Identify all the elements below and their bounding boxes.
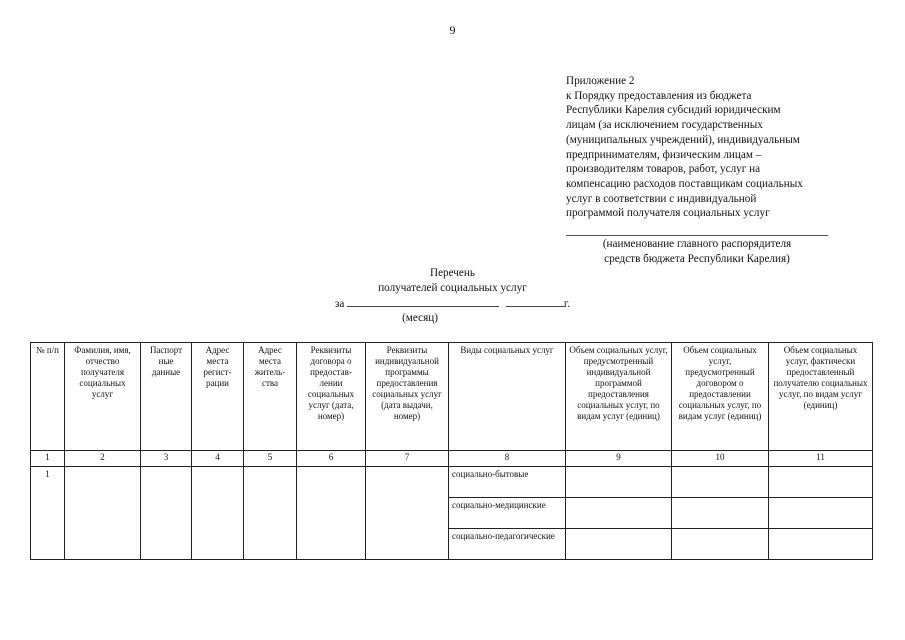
table-header-row	[31, 343, 873, 451]
contract-volume-cell	[672, 529, 769, 560]
column-header: Паспорт ные данные	[141, 343, 192, 451]
appendix-line: лицам (за исключением государственных	[566, 119, 763, 132]
month-blank	[347, 296, 499, 307]
column-header: Фамилия, имя, отчество получателя социальных услуг	[65, 343, 141, 451]
period-suffix: г.	[563, 298, 571, 310]
recipient-name-cell	[65, 467, 141, 560]
actual-volume-cell	[769, 529, 873, 560]
period-line	[0, 296, 905, 312]
column-number: 2	[65, 451, 141, 467]
period-prefix: за	[334, 298, 345, 310]
appendix-line: производителям товаров, работ, услуг на	[566, 163, 761, 176]
column-number: 1	[31, 451, 65, 467]
column-number: 9	[566, 451, 672, 467]
signature-underline	[566, 235, 828, 236]
column-number: 10	[672, 451, 769, 467]
column-number: 11	[769, 451, 873, 467]
column-header: Объем социальных услуг, предусмотренный индивидуальной программой предоставления социальных услуг, по видам услуг (единиц)	[566, 343, 672, 451]
appendix-heading	[566, 74, 866, 221]
table-row	[31, 467, 873, 498]
column-header: Адрес места регист-рации	[192, 343, 244, 451]
recipients-table	[30, 342, 873, 560]
column-header: № п/п	[31, 343, 65, 451]
column-header: Адрес места житель-ства	[244, 343, 297, 451]
contract-volume-cell	[672, 467, 769, 498]
service-type-cell: социально-педагогические	[449, 529, 566, 560]
actual-volume-cell	[769, 467, 873, 498]
column-number: 5	[244, 451, 297, 467]
service-type-cell: социально-медицинские	[449, 498, 566, 529]
appendix-line: услуг в соответствии с индивидуальной	[566, 192, 757, 205]
column-number: 6	[297, 451, 366, 467]
actual-volume-cell	[769, 498, 873, 529]
registration-address-cell	[192, 467, 244, 560]
contract-volume-cell	[672, 498, 769, 529]
month-caption: (месяц)	[402, 312, 438, 324]
column-header: Виды социальных услуг	[449, 343, 566, 451]
appendix-line: предпринимателям, физическим лицам –	[566, 148, 762, 161]
signature-caption-line: (наименование главного распорядителя	[602, 238, 792, 250]
column-header: Реквизиты индивидуальной программы предоставления социальных услуг (дата выдачи, номер)	[366, 343, 449, 451]
signature-caption	[566, 237, 828, 266]
service-type-cell: социально-бытовые	[449, 467, 566, 498]
program-volume-cell	[566, 529, 672, 560]
column-number: 4	[192, 451, 244, 467]
appendix-line: программой получателя социальных услуг	[566, 207, 770, 220]
contract-details-cell	[297, 467, 366, 560]
appendix-line: компенсацию расходов поставщикам социальных	[566, 177, 803, 190]
program-volume-cell	[566, 467, 672, 498]
passport-cell	[141, 467, 192, 560]
column-header: Реквизиты договора о предостав-лении социальных услуг (дата, номер)	[297, 343, 366, 451]
appendix-line: Приложение 2	[566, 75, 635, 87]
document-title	[0, 266, 905, 296]
row-number-cell: 1	[31, 467, 65, 560]
residence-address-cell	[244, 467, 297, 560]
program-details-cell	[366, 467, 449, 560]
appendix-line: Республики Карелия субсидий юридическим	[566, 104, 781, 117]
year-blank	[506, 296, 564, 307]
column-number: 7	[366, 451, 449, 467]
page-number: 9	[449, 23, 456, 37]
column-number: 8	[449, 451, 566, 467]
column-header: Объем социальных услуг, фактически предоставленный получателю социальных услуг, по видам услуг (единиц)	[769, 343, 873, 451]
column-number: 3	[141, 451, 192, 467]
program-volume-cell	[566, 498, 672, 529]
appendix-line: к Порядку предоставления из бюджета	[566, 89, 752, 102]
signature-caption-line: средств бюджета Республики Карелия)	[604, 252, 790, 265]
appendix-line: (муниципальных учреждений), индивидуальным	[566, 133, 800, 146]
column-number-row	[31, 451, 873, 467]
column-header: Объем социальных услуг, предусмотренный договором о предоставлении социальных услуг, по видам услуг (единиц)	[672, 343, 769, 451]
title-subtitle: получателей социальных услуг	[378, 282, 527, 294]
title-line: Перечень	[429, 267, 475, 279]
